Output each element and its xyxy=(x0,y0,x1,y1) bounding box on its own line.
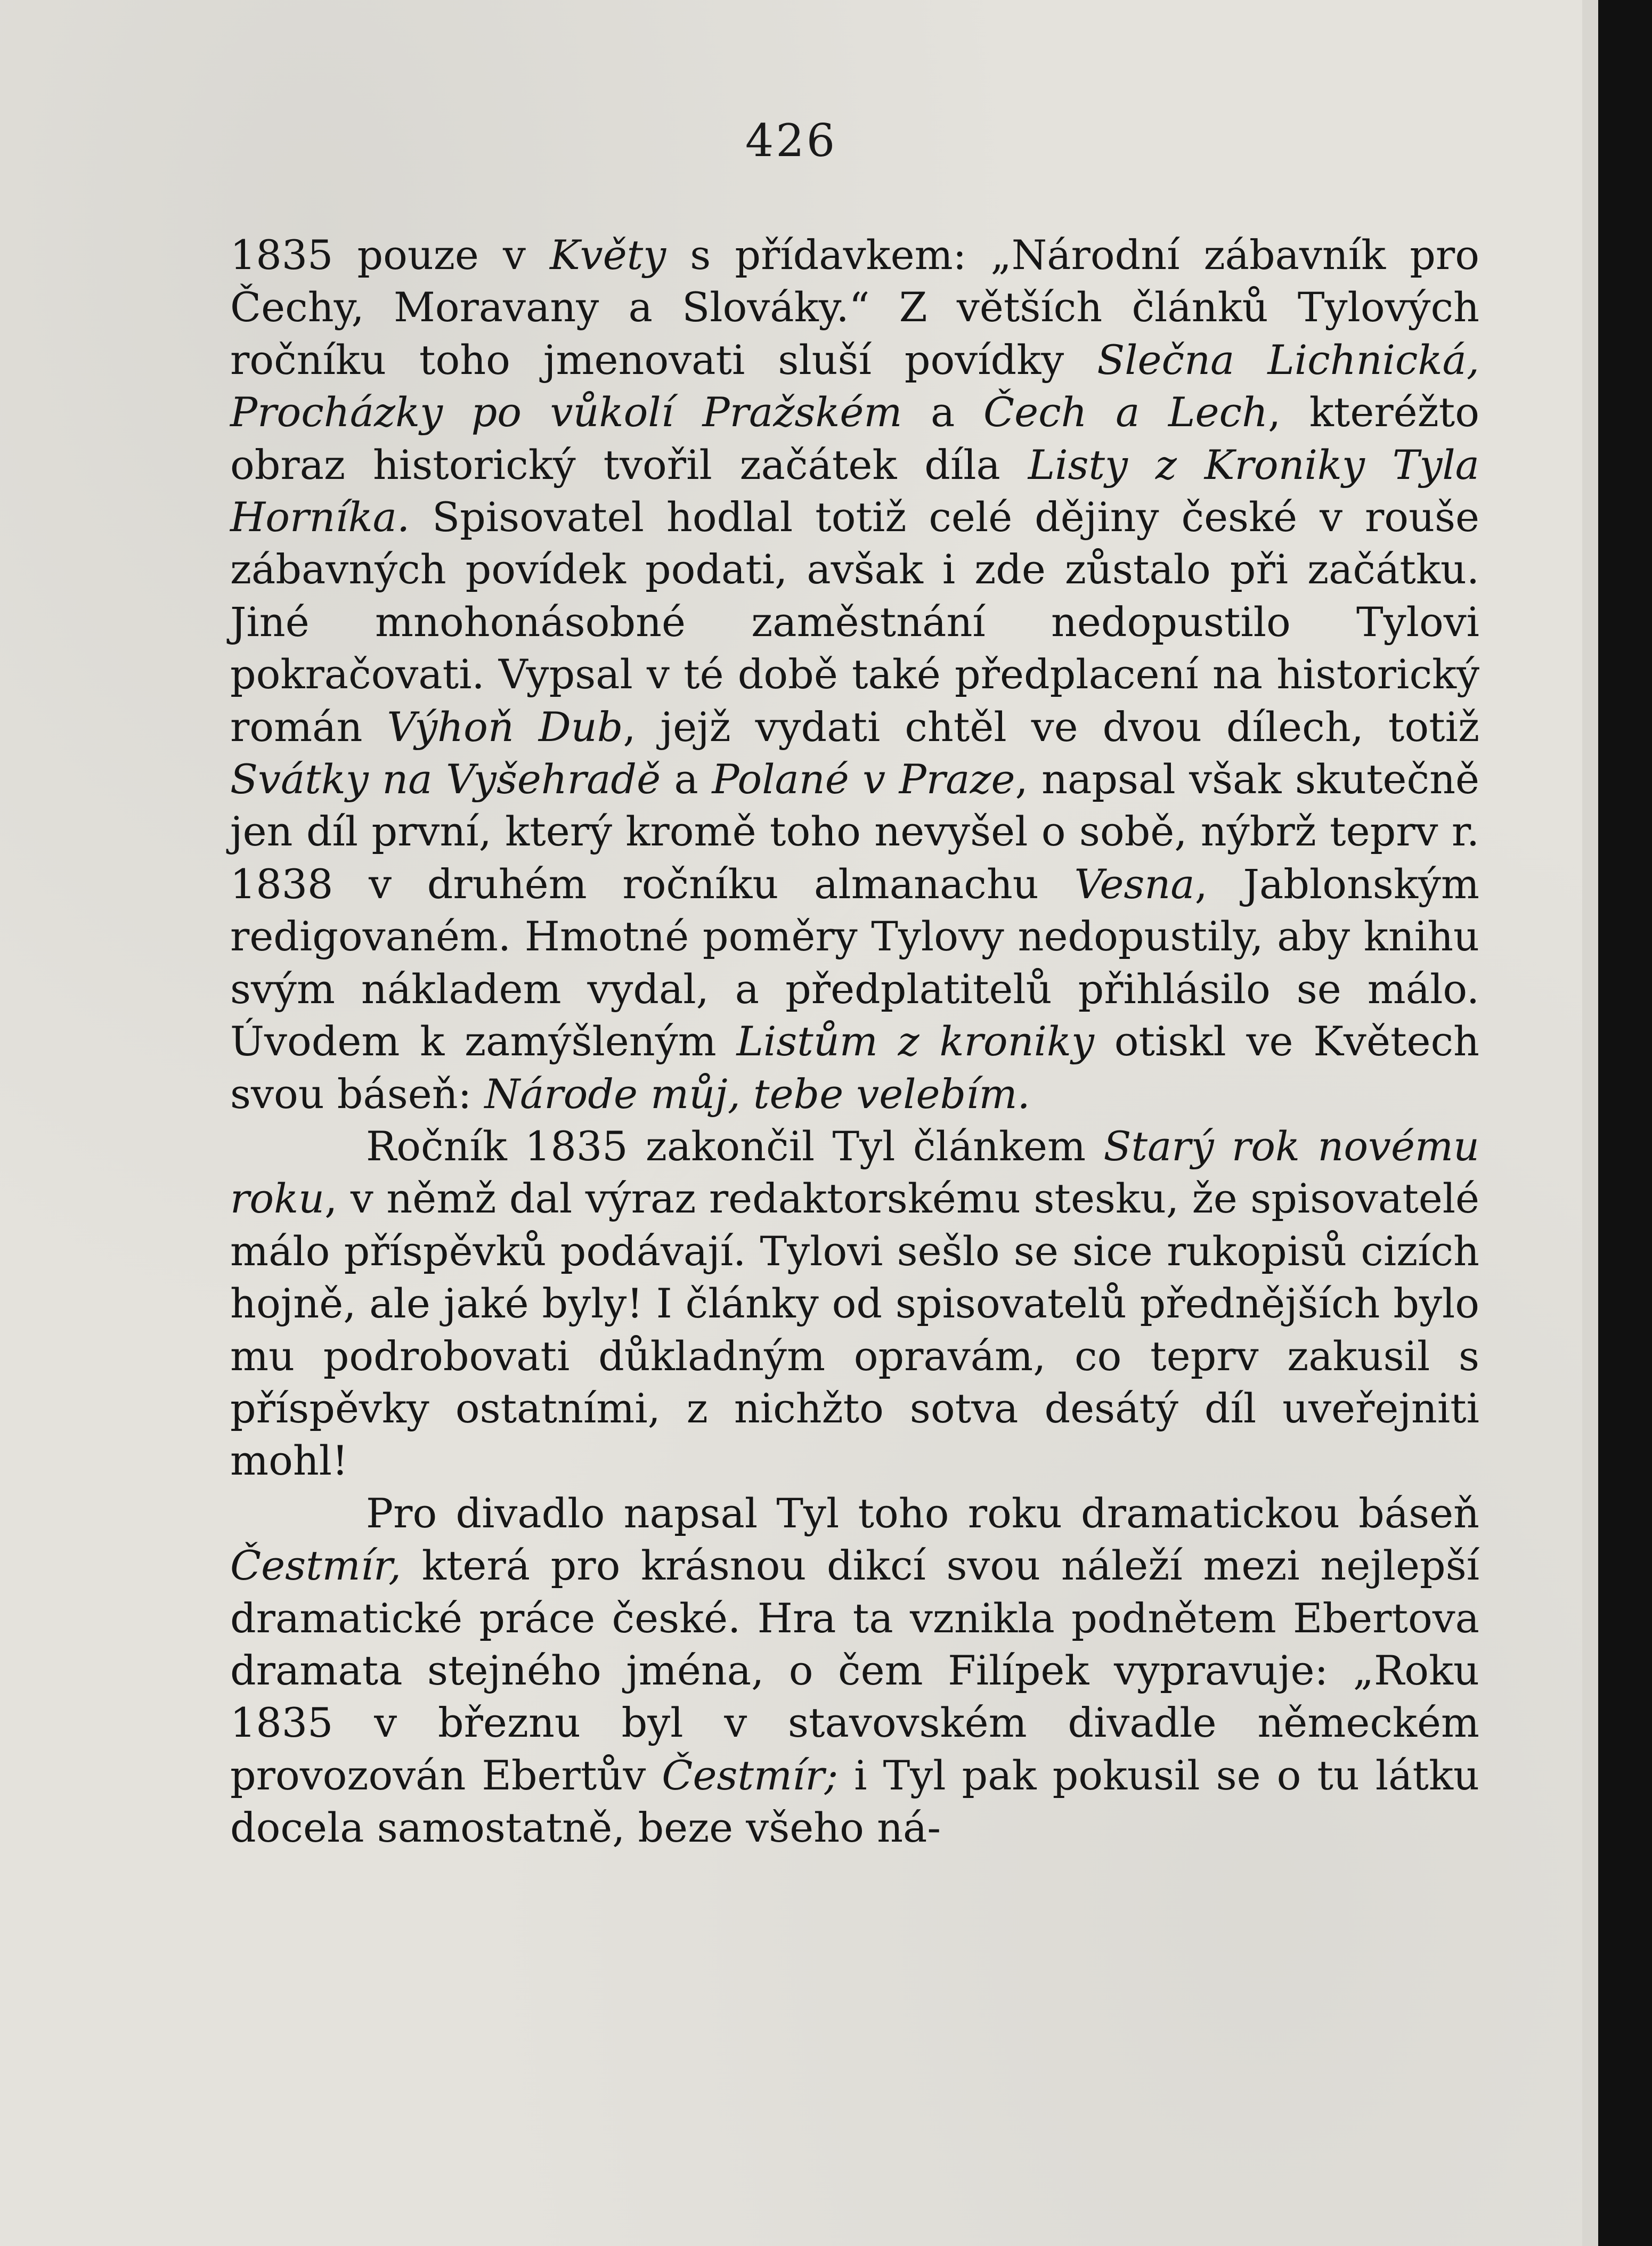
body-text-run: otiskl ve Květech svou báseň: xyxy=(230,1018,1479,1118)
body-text-run: a xyxy=(902,388,983,436)
body-text-run: , napsal však skutečně jen díl první, který kromě toho nevyšel o sobě, nýbrž teprv r. 1838 v druhém ročníku almanachu xyxy=(230,755,1479,908)
italic-title-text: Květy xyxy=(550,231,666,279)
paragraph xyxy=(230,1120,1479,1487)
italic-title-text: Polané v Praze xyxy=(712,755,1015,803)
body-text-run: , kteréžto obraz historický tvořil začátek díla xyxy=(230,388,1479,489)
italic-title-text: Národe můj, tebe velebím. xyxy=(484,1070,1030,1118)
italic-title-text: Svátky na Vyšehradě xyxy=(230,755,661,803)
italic-title-text: Čestmír; xyxy=(662,1751,839,1799)
body-text-run: , jejž vydati chtěl ve dvou dílech, totiž xyxy=(623,703,1479,751)
body-text-run: , Jablonským redigovaném. Hmotné poměry Tylovy nedopustily, aby knihu svým nákladem vydal, a předplatitelů přihlásilo se málo. Úvodem k zamýšleným xyxy=(230,860,1479,1065)
italic-title-text: Slečna Lichnická, Procházky po vůkolí Pražském xyxy=(230,336,1479,436)
body-text-run: která pro krásnou dikcí svou náleží mezi nejlepší dramatické práce české. Hra ta vznikla podnětem Ebertova dramata stejného jména, o čem Filípek vypravuje: „Roku 1835 v březnu byl v stavovském divadle německém provozován Ebertův xyxy=(230,1542,1479,1799)
body-text-run: Ročník 1835 zakončil Tyl článkem xyxy=(366,1122,1104,1170)
body-text-run: Spisovatel hodlal totiž celé dějiny české v rouše zábavných povídek podati, avšak i zde zůstalo při začátku. Jiné mnohonásobné zaměstnání nedopustilo Tylovi pokračovati. Vypsal v té době také předplacení na historický román xyxy=(230,493,1479,751)
paragraph xyxy=(230,229,1479,1120)
italic-title-text: Výhoň Dub xyxy=(387,703,623,751)
body-text-run: s přídavkem: „Národní zábavník pro Čechy, Moravany a Slováky.“ Z větších článků Tylových ročníku toho jmenovati sluší povídky xyxy=(230,231,1479,384)
italic-title-text: Čech a Lech xyxy=(983,388,1268,436)
italic-title-text: Listům z kroniky xyxy=(736,1018,1094,1065)
italic-title-text: Listy z Kroniky Tyla Horníka. xyxy=(230,441,1479,541)
body-text xyxy=(230,229,1479,1854)
italic-title-text: Starý rok novému roku xyxy=(230,1122,1480,1223)
body-text-run: a xyxy=(661,755,712,803)
body-text-run: Pro divadlo napsal Tyl toho roku dramatickou báseň xyxy=(366,1489,1479,1537)
scan-border xyxy=(1598,0,1652,2246)
page-edge xyxy=(1582,0,1598,2246)
body-text-run: , v němž dal výraz redaktorskému stesku, že spisovatelé málo příspěvků podávají. Tylovi sešlo se sice rukopisů cizích hojně, ale jaké byly! I články od spisovatelů přednějších bylo mu podrobovati důkladným opravám, co teprv zakusil s příspěvky ostatními, z nichžto sotva desátý díl uveřejniti mohl! xyxy=(230,1175,1479,1485)
body-text-run: i Tyl pak pokusil se o tu látku docela samostatně, beze všeho ná- xyxy=(230,1751,1480,1852)
italic-title-text: Vesna xyxy=(1074,860,1195,908)
italic-title-text: Čestmír, xyxy=(230,1542,402,1590)
body-text-run: 1835 pouze v xyxy=(230,231,550,279)
paragraph xyxy=(230,1487,1479,1854)
page-number: 426 xyxy=(745,115,837,167)
